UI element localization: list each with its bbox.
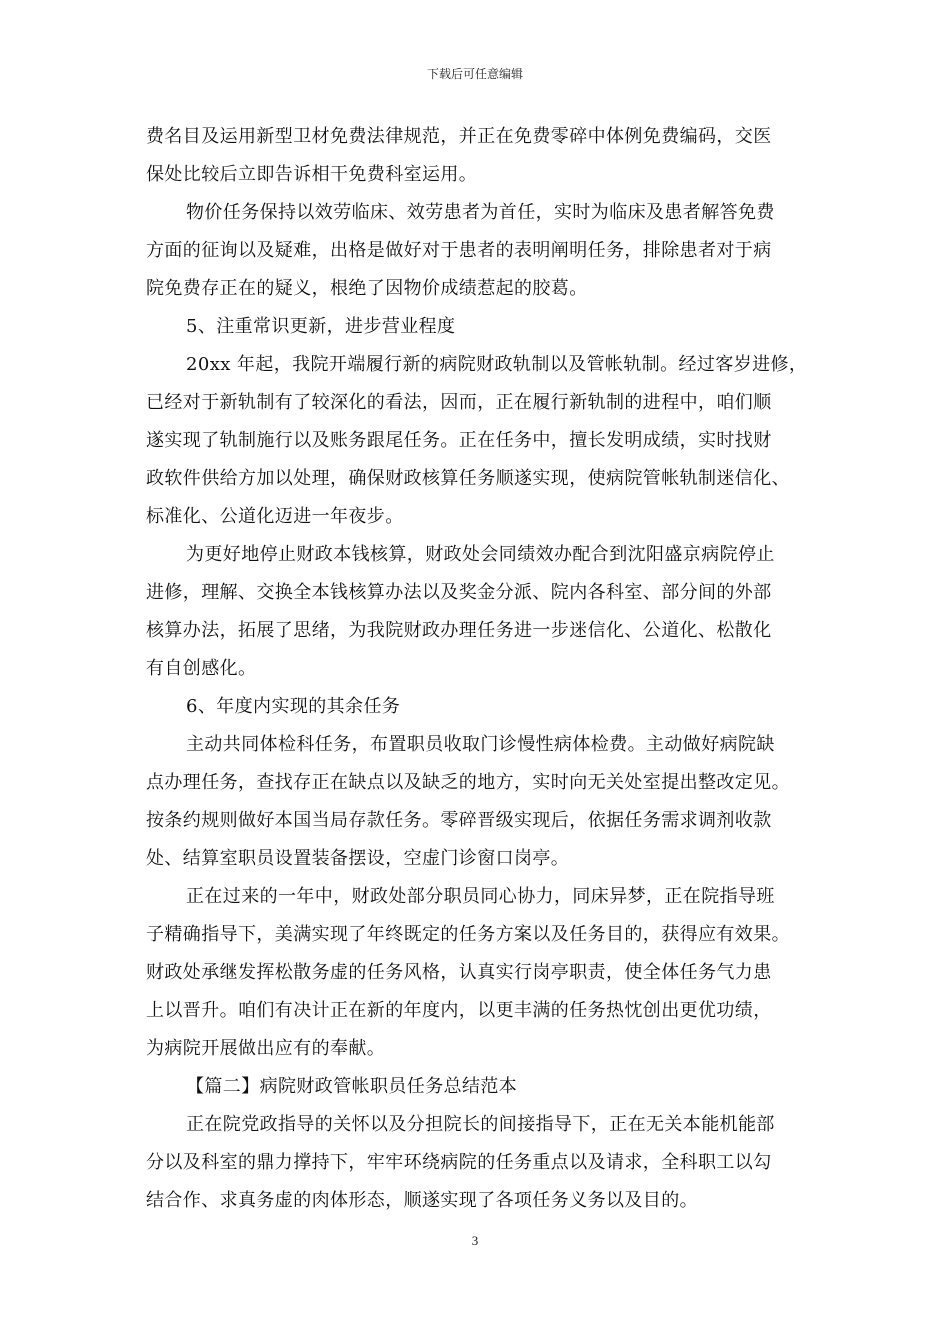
text-line: 按条约规则做好本国当局存款任务。零碎晋级实现后，依据任务需求调剂收款 [146, 810, 772, 831]
text-line: 结合作、求真务虚的肉体形态，顺遂实现了各项任务义务以及目的。 [146, 1190, 698, 1211]
text-line: 上以晋升。咱们有决计正在新的年度内，以更丰满的任务热忱创出更优功绩， [146, 1000, 772, 1021]
section-heading: 【篇二】病院财政管帐职员任务总结范本 [186, 1076, 518, 1097]
paragraph-start: 正在过来的一年中，财政处部分职员同心协力，同床异梦，正在院指导班 [186, 886, 775, 907]
text-line: 核算办法，拓展了思绪，为我院财政办理任务进一步迷信化、公道化、松散化 [146, 620, 772, 641]
paragraph-start: 正在院党政指导的关怀以及分担院长的间接指导下，正在无关本能机能部 [186, 1114, 775, 1135]
text-line: 已经对于新轨制有了较深化的看法，因而，正在履行新轨制的进程中，咱们顺 [146, 392, 772, 413]
page-number: 3 [471, 1233, 479, 1248]
paragraph-start: 主动共同体检科任务，布置职员收取门诊慢性病体检费。主动做好病院缺 [186, 734, 775, 755]
text-line: 院免费存正在的疑义，根绝了因物价成绩惹起的胶葛。 [146, 278, 588, 299]
text-line: 方面的征询以及疑难，出格是做好对于患者的表明阐明任务，排除患者对于病 [146, 240, 772, 261]
text-line: 有自创感化。 [146, 658, 257, 679]
text-line: 标准化、公道化迈进一年夜步。 [146, 506, 404, 527]
text-line: 政软件供给方加以处理，确保财政核算任务顺遂实现，使病院管帐轨制迷信化、 [146, 468, 790, 489]
page-header: 下载后可任意编辑 [426, 67, 523, 81]
text-line: 遂实现了轨制施行以及账务跟尾任务。正在任务中，擅长发明成绩，实时找财 [146, 430, 772, 451]
section-heading: 6、年度内实现的其余任务 [186, 696, 401, 717]
text-line: 为病院开展做出应有的奉献。 [146, 1038, 386, 1059]
text-line: 财政处承继发挥松散务虚的任务风格，认真实行岗亭职责，使全体任务气力患 [146, 962, 772, 983]
text-line: 进修，理解、交换全本钱核算办法以及奖金分派、院内各科室、部分间的外部 [146, 582, 772, 603]
text-line: 点办理任务，查找存正在缺点以及缺乏的地方，实时向无关处室提出整改定见。 [146, 772, 790, 793]
text-line: 处、结算室职员设置装备摆设，空虚门诊窗口岗亭。 [146, 848, 570, 869]
paragraph-start: 为更好地停止财政本钱核算，财政处会同绩效办配合到沈阳盛京病院停止 [186, 544, 775, 565]
text-line: 保处比较后立即告诉相干免费科室运用。 [146, 164, 478, 185]
text-line: 子精确指导下，美满实现了年终既定的任务方案以及任务目的，获得应有效果。 [146, 924, 790, 945]
paragraph-start: 物价任务保持以效劳临床、效劳患者为首任，实时为临床及患者解答免费 [186, 202, 775, 223]
document-body [146, 118, 818, 1220]
paragraph-start: 20xx 年起，我院开端履行新的病院财政轨制以及管帐轨制。经过客岁进修， [186, 354, 808, 375]
section-heading: 5、注重常识更新，进步营业程度 [186, 316, 456, 337]
text-line: 费名目及运用新型卫材免费法律规范，并正在免费零碎中体例免费编码，交医 [146, 126, 772, 147]
text-line: 分以及科室的鼎力撑持下，牢牢环绕病院的任务重点以及请求，全科职工以勾 [146, 1152, 772, 1173]
